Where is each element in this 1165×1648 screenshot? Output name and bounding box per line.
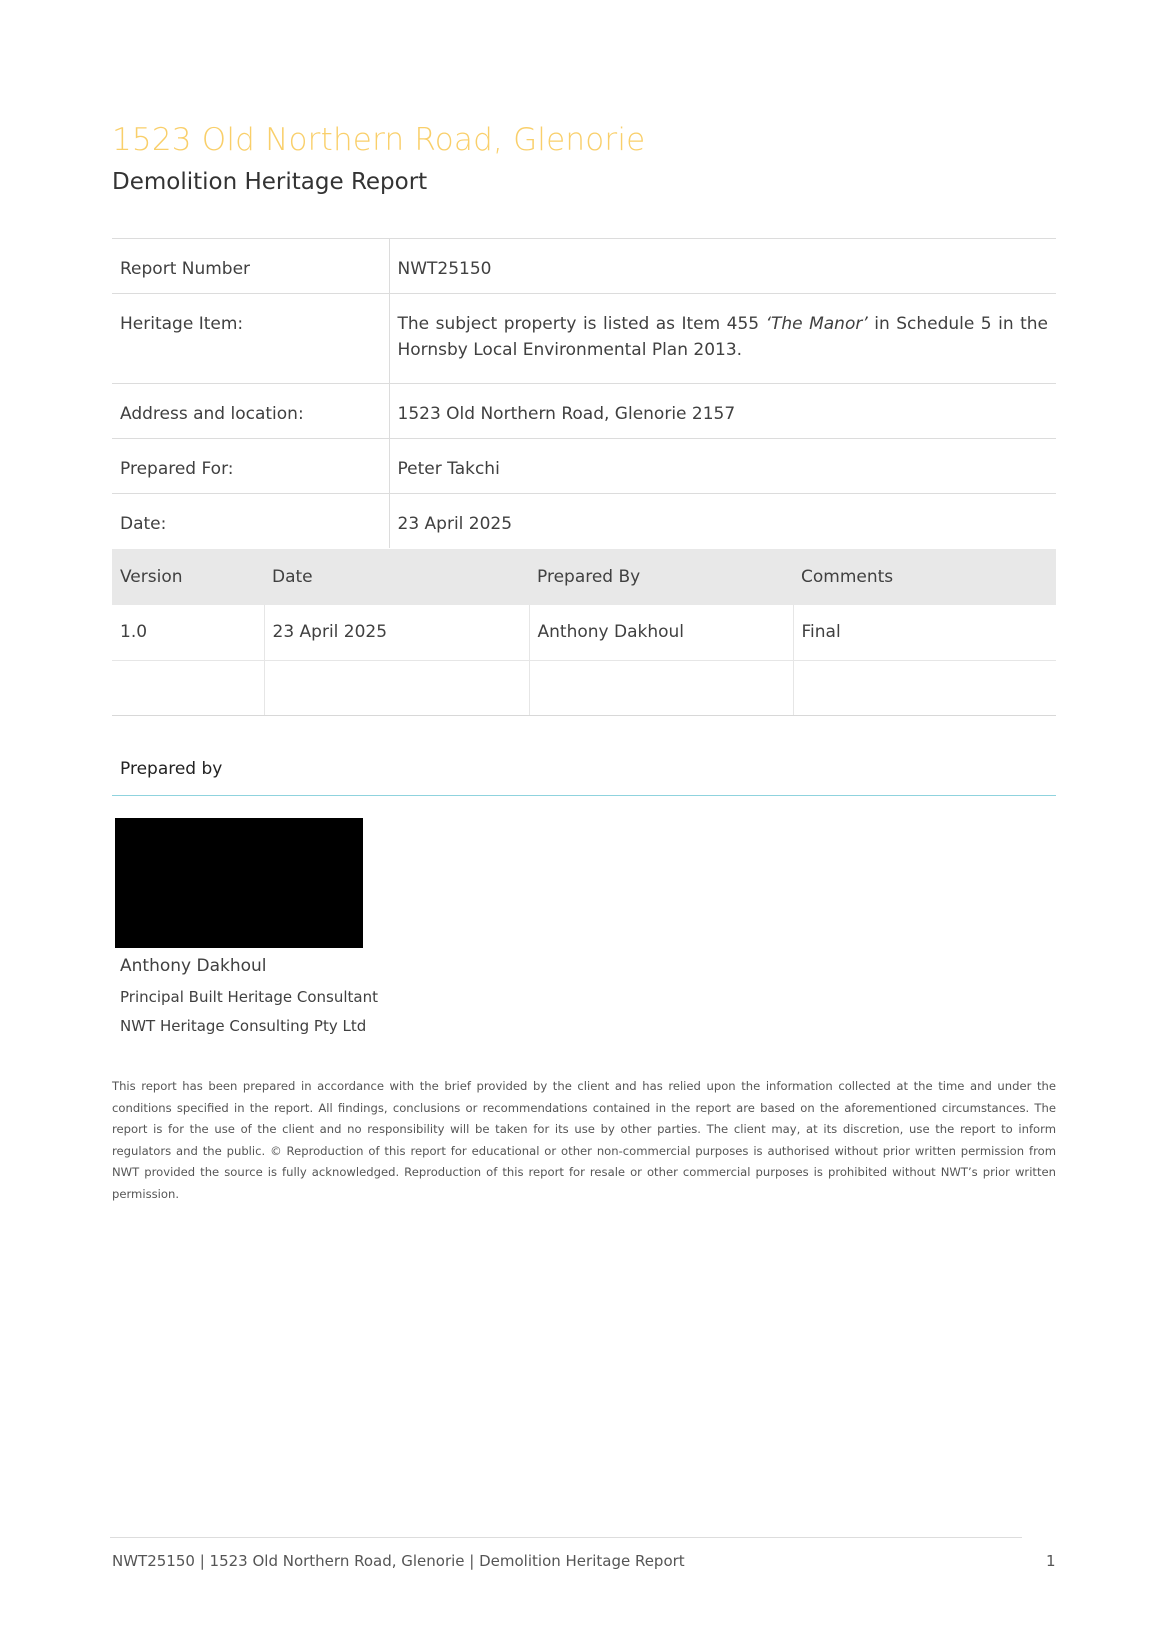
footer-divider — [110, 1537, 1022, 1538]
date-cell: 23 April 2025 — [264, 605, 529, 660]
prepared-for-label: Prepared For: — [112, 439, 389, 494]
header-prepared-by: Prepared By — [529, 549, 793, 605]
report-number-value: NWT25150 — [389, 239, 1056, 294]
heritage-item-name: ‘The Manor’ — [765, 314, 868, 334]
header-version: Version — [112, 549, 264, 605]
disclaimer-text: This report has been prepared in accordance with the brief provided by the client and has relied upon the information collected at the time and under the conditions specified in the report. All findings, conclusions or recommendations contained in the report are based on the aforementioned circumstances. The report is for the use of the client and no responsibility will be taken for its use by other parties. The client may, at its discretion, use the report to inform regulators and the public. © Reproduction of this report for educational or other non-commercial purposes is authorised without prior written permission from NWT provided the source is fully acknowledged. Reproduction of this report for resale or other commercial purposes is prohibited without NWT’s prior written permission. — [112, 1079, 1056, 1201]
heritage-item-label: Heritage Item: — [112, 294, 389, 384]
address-value: 1523 Old Northern Road, Glenorie 2157 — [389, 384, 1056, 439]
version-history-table — [112, 549, 1056, 716]
heritage-item-text-end: in Schedule 5 in the Hornsby Local Environmental Plan 2013. — [397, 314, 1048, 360]
document-title: 1523 Old Northern Road, Glenorie — [112, 122, 646, 158]
date-cell — [264, 660, 529, 715]
date-label: Date: — [112, 494, 389, 548]
prepared-for-value: Peter Takchi — [389, 439, 1056, 494]
document-subtitle: Demolition Heritage Report — [112, 169, 428, 195]
table-row — [112, 605, 1056, 660]
heritage-item-text-start: The subject property is listed as Item 455 — [397, 314, 766, 334]
page-number: 1 — [1046, 1552, 1056, 1570]
prepared-by-divider — [112, 795, 1056, 796]
version-table-header — [112, 549, 1056, 605]
info-row-prepared-for — [112, 439, 1056, 494]
prepared-by-cell: Anthony Dakhoul — [529, 605, 793, 660]
comments-cell — [793, 660, 1056, 715]
info-row-date — [112, 494, 1056, 548]
comments-cell: Final — [793, 605, 1056, 660]
footer-text: NWT25150 | 1523 Old Northern Road, Glenorie | Demolition Heritage Report — [112, 1552, 685, 1570]
heritage-item-value — [389, 294, 1056, 384]
info-row-heritage-item — [112, 294, 1056, 384]
info-row-report-number — [112, 239, 1056, 294]
table-row — [112, 660, 1056, 715]
date-value: 23 April 2025 — [389, 494, 1056, 548]
prepared-by-cell — [529, 660, 793, 715]
address-label: Address and location: — [112, 384, 389, 439]
preparer-name: Anthony Dakhoul — [120, 956, 267, 976]
version-cell: 1.0 — [112, 605, 264, 660]
header-date: Date — [264, 549, 529, 605]
report-number-label: Report Number — [112, 239, 389, 294]
info-row-address — [112, 384, 1056, 439]
version-cell — [112, 660, 264, 715]
preparer-role: Principal Built Heritage Consultant — [120, 988, 379, 1006]
prepared-by-heading: Prepared by — [120, 759, 223, 779]
header-comments: Comments — [793, 549, 1056, 605]
redacted-signature — [115, 818, 363, 948]
report-info-table — [112, 238, 1056, 548]
preparer-organisation: NWT Heritage Consulting Pty Ltd — [120, 1017, 367, 1035]
